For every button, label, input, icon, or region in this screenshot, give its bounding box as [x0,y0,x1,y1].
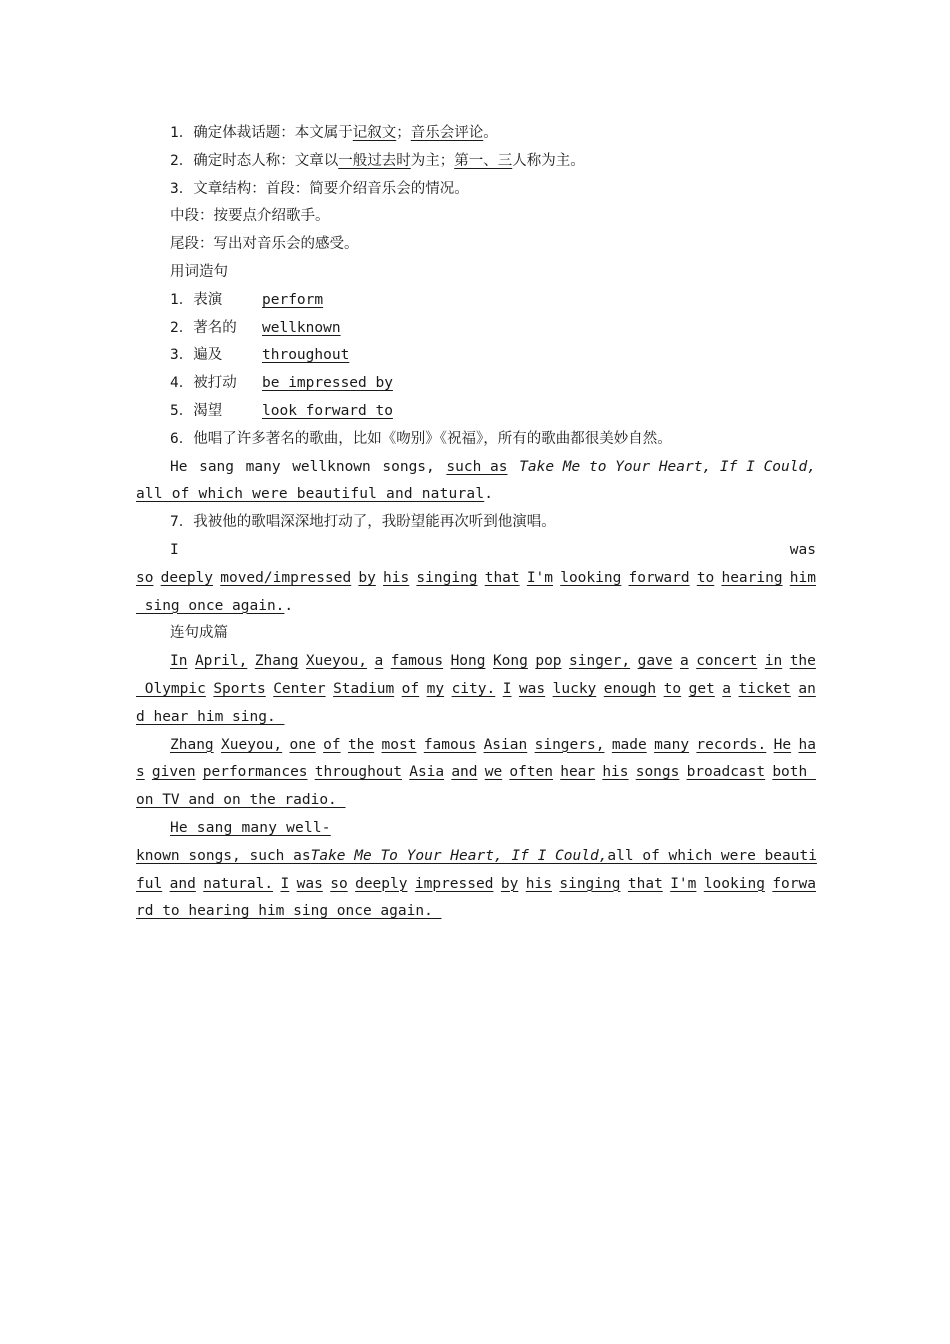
outline-end: 尾段：写出对音乐会的感受。 [170,236,359,253]
outline-middle: 中段：按要点介绍歌手。 [170,208,330,225]
vocab-answer: wellknown [262,319,341,336]
passage-p1-line3: d hear him sing. [136,708,285,725]
answer-blank: 记叙文 [352,125,397,141]
answer-blank: 第一、三 [454,152,513,169]
vocab-item: 5．渴望 look forward to [170,402,393,419]
passage-p1-line1: In April, Zhang Xueyou, a famous Hong Kong pop singer, gave a concert in the [170,653,816,670]
answer-blank: sing once again. [136,597,285,614]
sentence7-line1: I was [170,541,816,558]
sentence6-line1: He sang many wellknown songs, such as Take Me to Your Heart, If I Could, [136,454,816,482]
outline-item-tense: 2．确定时态人称：文章以一般过去时为主；第一、三人称为主。 [170,152,585,169]
vocab-heading: 用词造句 [170,263,228,280]
answer-blank: 一般过去时 [338,152,411,169]
sentence7-line2: so deeply moved/impressed by his singing that I'm looking forward to hearing him [136,569,816,586]
passage-p2-line2: s given performances throughout Asia and we often hear his songs broadcast both [136,764,816,781]
vocab-item: 4．被打动 be impressed by [170,375,393,392]
sentence7-line3: sing once again.. [136,597,294,614]
song-titles: Take Me To Your Heart, If I Could, [310,847,608,864]
vocab-item: 2．著名的 wellknown [170,319,341,336]
sentence6-prompt: 6．他唱了许多著名的歌曲，比如《吻别》《祝福》，所有的歌曲都很美妙自然。 [170,430,672,447]
vocab-answer: be impressed by [262,375,393,392]
vocab-item: 1．表演 perform [170,291,324,308]
answer-blank: such as [446,458,508,475]
answer-blank: 音乐会评论 [410,125,484,141]
passage-heading: 连句成篇 [170,625,228,642]
document-page [136,120,816,926]
outline-item-genre: 1．确定体裁话题：本文属于记叙文；音乐会评论。 [170,125,498,141]
passage-p3-line2: known songs, such as Take Me To Your Heart, If I Could, all of which were beauti [136,843,816,871]
answer-blank: all of which were beautiful and natural [136,486,485,503]
passage-p3-line4: rd to hearing him sing once again. [136,903,442,920]
passage-p2-line3: on TV and on the radio. [136,792,346,809]
passage-p2-line1: Zhang Xueyou, one of the most famous Asian singers, made many records. He ha [170,736,816,753]
vocab-answer: perform [262,291,324,308]
vocab-item: 3．遍及 throughout [170,347,350,364]
outline-item-structure: 3．文章结构：首段：简要介绍音乐会的情况。 [170,180,469,197]
vocab-answer: throughout [262,347,350,364]
vocab-answer: look forward to [262,402,393,419]
sentence7-prompt: 7．我被他的歌唱深深地打动了，我盼望能再次听到他演唱。 [170,514,556,531]
song-titles: Take Me to Your Heart, If I Could, [519,458,816,475]
passage-p3-line1: He sang many well- [170,819,331,836]
sentence6-line2: all of which were beautiful and natural. [136,486,493,503]
passage-p1-line2: Olympic Sports Center Stadium of my city. I was lucky enough to get a ticket an [136,680,816,697]
passage-p3-line3: ful and natural. I was so deeply impressed by his singing that I'm looking forwa [136,875,816,892]
